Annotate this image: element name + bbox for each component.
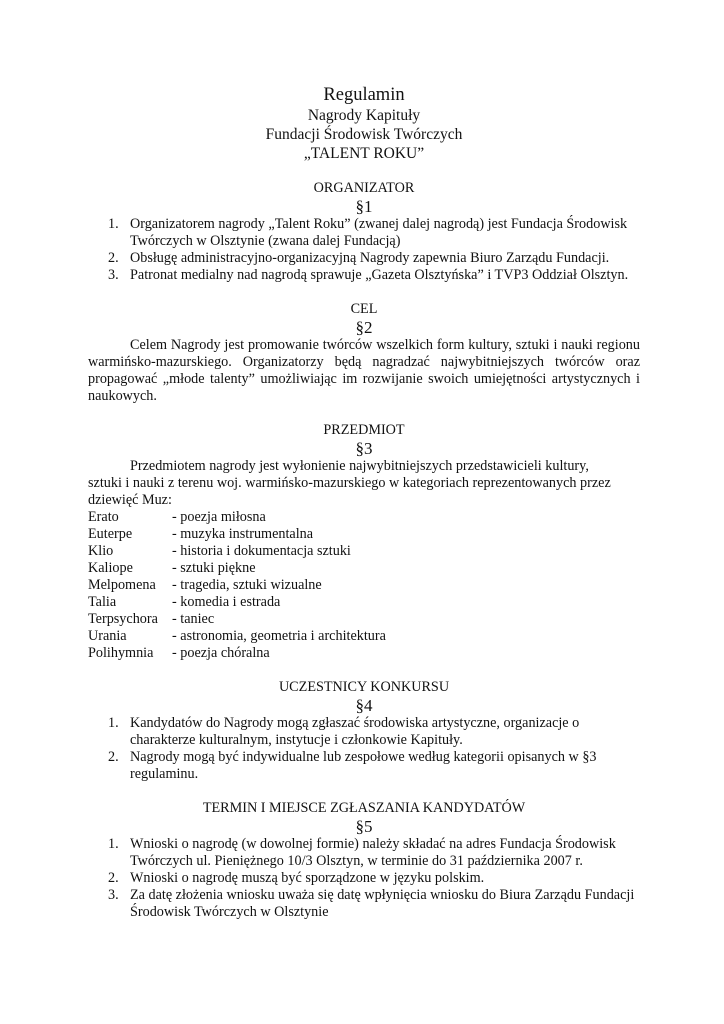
muse-name: Talia [88, 594, 117, 610]
section-heading: CEL [350, 301, 378, 317]
muse-name: Erato [88, 509, 119, 525]
muse-category: - astronomia, geometria i architektura [172, 628, 386, 644]
muse-name: Polihymnia [88, 645, 154, 661]
list-number: 3. [108, 267, 119, 283]
section-heading: ORGANIZATOR [313, 180, 415, 196]
list-item [88, 250, 640, 267]
document-title: Regulamin [323, 85, 405, 105]
muse-category: - komedia i estrada [172, 594, 281, 610]
document-subtitle-1: Nagrody Kapituły [307, 107, 421, 124]
list-number: 3. [108, 887, 119, 903]
paragraph-text-line: sztuki i nauki z terenu woj. warmińsko-mazurskiego w kategoriach reprezentowanych przez [88, 475, 611, 491]
section-goal [88, 301, 640, 405]
list-number: 1. [108, 216, 119, 232]
numbered-list [88, 836, 640, 921]
section-heading: UCZESTNICY KONKURSU [278, 679, 450, 695]
document-subtitle-3: „TALENT ROKU” [303, 145, 425, 162]
paragraph-text-line: Przedmiotem nagrody jest wyłonienie najwybitniejszych przedstawicieli kultury, [130, 458, 589, 474]
table-row [88, 628, 386, 645]
muse-category: - poezja chóralna [172, 645, 270, 661]
list-number: 1. [108, 715, 119, 731]
list-item [88, 715, 640, 749]
muse-name: Melpomena [88, 577, 156, 593]
document-page [88, 84, 640, 921]
document-subtitle-2: Fundacji Środowisk Twórczych [265, 126, 463, 143]
section-deadline-and-place [88, 800, 640, 921]
paragraph-sign: §2 [355, 318, 373, 337]
section-organizer [88, 180, 640, 284]
muse-category: - muzyka instrumentalna [172, 526, 314, 542]
table-row [88, 645, 386, 662]
list-item [88, 749, 640, 783]
muse-category: - taniec [172, 611, 215, 627]
paragraph-text: Celem Nagrody jest promowanie twórców wszelkich form kultury, sztuki i nauki regionu warmińsko-mazurskiego. Organizatorzy będą nagradzać najwybitniejszych twórców oraz propagować „młode talenty” umożliwiając im rozwijanie swoich umiejętności artystycznych i naukowych. [88, 337, 640, 404]
list-item [88, 836, 640, 870]
paragraph-sign: §1 [355, 197, 373, 216]
numbered-list [88, 216, 640, 284]
list-item [88, 267, 640, 284]
muses-table [88, 509, 386, 662]
muse-name: Urania [88, 628, 127, 644]
section-heading: PRZEDMIOT [323, 422, 405, 438]
list-number: 2. [108, 870, 119, 886]
muse-category: - historia i dokumentacja sztuki [172, 543, 351, 559]
list-text: Nagrody mogą być indywidualne lub zespołowe według kategorii opisanych w §3 regulaminu. [130, 749, 597, 782]
paragraph-sign: §5 [355, 817, 373, 836]
table-row [88, 543, 386, 560]
list-text: Organizatorem nagrody „Talent Roku” (zwanej dalej nagrodą) jest Fundacja Środowisk Twórczych w Olsztynie (zwana dalej Fundacją) [130, 216, 628, 249]
list-number: 2. [108, 749, 119, 765]
paragraph-text-line: dziewięć Muz: [88, 492, 172, 508]
list-text: Wnioski o nagrodę (w dowolnej formie) należy składać na adres Fundacja Środowisk Twórczych ul. Pieniężnego 10/3 Olsztyn, w terminie do 31 października 2007 r. [130, 836, 616, 869]
document-header [88, 84, 640, 163]
muse-name: Kaliope [88, 560, 133, 576]
section-subject [88, 422, 640, 662]
list-text: Kandydatów do Nagrody mogą zgłaszać środowiska artystyczne, organizacje o charakterze kulturalnym, instytucje i członkowie Kapituły. [130, 715, 580, 748]
muse-name: Klio [88, 543, 114, 559]
list-number: 1. [108, 836, 119, 852]
list-number: 2. [108, 250, 119, 266]
muse-name: Terpsychora [88, 611, 158, 627]
table-row [88, 594, 386, 611]
table-row [88, 611, 386, 628]
numbered-list [88, 715, 640, 783]
table-row [88, 560, 386, 577]
list-item [88, 870, 640, 887]
list-item [88, 216, 640, 250]
list-text: Wnioski o nagrodę muszą być sporządzone w języku polskim. [130, 870, 485, 886]
section-participants [88, 679, 640, 783]
paragraph-sign: §3 [355, 439, 373, 458]
muse-category: - poezja miłosna [172, 509, 266, 525]
list-text: Za datę złożenia wniosku uważa się datę wpłynięcia wniosku do Biura Zarządu Fundacji Środowisk Twórczych w Olsztynie [130, 887, 635, 920]
muse-category: - sztuki piękne [172, 560, 256, 576]
paragraph-sign: §4 [355, 696, 373, 715]
list-text: Patronat medialny nad nagrodą sprawuje „Gazeta Olsztyńska” i TVP3 Oddział Olsztyn. [130, 267, 629, 283]
list-item [88, 887, 640, 921]
list-text: Obsługę administracyjno-organizacyjną Nagrody zapewnia Biuro Zarządu Fundacji. [130, 250, 610, 266]
table-row [88, 526, 386, 543]
muse-category: - tragedia, sztuki wizualne [172, 577, 322, 593]
muse-name: Euterpe [88, 526, 133, 542]
table-row [88, 509, 386, 526]
section-heading: TERMIN I MIEJSCE ZGŁASZANIA KANDYDATÓW [202, 800, 526, 816]
table-row [88, 577, 386, 594]
